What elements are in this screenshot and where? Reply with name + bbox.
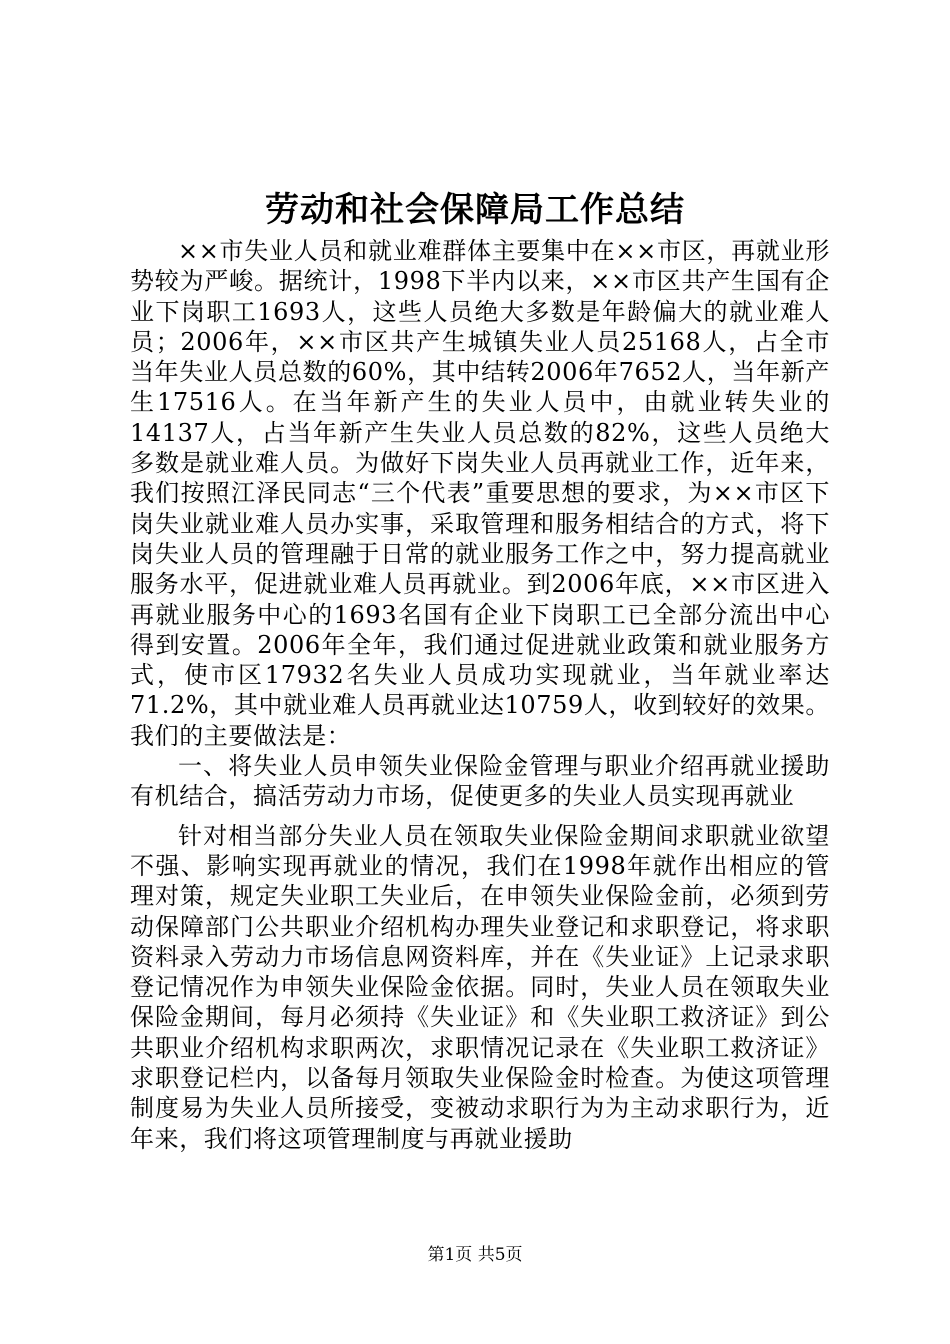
page-number-footer: 第1页 共5页 <box>427 1245 523 1265</box>
document-title: 劳动和社会保障局工作总结 <box>265 190 685 230</box>
body-paragraph-section-1: 针对相当部分失业人员在领取失业保险金期间求职就业欲望不强、影响实现再就业的情况，我们在1998年就作出相应的管理对策，规定失业职工失业后，在申领失业保险金前，必须到劳动保障部门公共职业介绍机构办理失业登记和求职登记，将求职资料录入劳动力市场信息网资料库，并在《失业证》上记录求职登记情况作为申领失业保险金依据。同时，失业人员在领取失业保险金期间，每月必须持《失业证》和《失业职工救济证》到公共职业介绍机构求职两次，求职情况记录在《失业职工救济证》求职登记栏内，以备每月领取失业保险金时检查。为使这项管理制度易为失业人员所接受，变被动求职行为为主动求职行为，近年来，我们将这项管理制度与再就业援助 <box>130 821 830 1153</box>
body-paragraph-intro: ××市失业人员和就业难群体主要集中在××市区，再就业形势较为严峻。据统计，1998下半内以来，××市区共产生国有企业下岗职工1693人，这些人员绝大多数是年龄偏大的就业难人员；2006年，××市区共产生城镇失业人员25168人，占全市当年失业人员总数的60%，其中结转2006年7652人，当年新产生17516人。在当年新产生的失业人员中，由就业转失业的14137人，占当年新产生失业人员总数的82%，这些人员绝大多数是就业难人员。为做好下岗失业人员再就业工作，近年来，我们按照江泽民同志“三个代表”重要思想的要求，为××市区下岗失业就业难人员办实事，采取管理和服务相结合的方式，将下岗失业人员的管理融于日常的就业服务工作之中，努力提高就业服务水平，促进就业难人员再就业。到2006年底，××市区进入再就业服务中心的1693名国有企业下岗职工已全部分流出中心得到安置。2006年全年，我们通过促进就业政策和就业服务方式，使市区17932名失业人员成功实现就业，当年就业率达71.2%，其中就业难人员再就业达10759人，收到较好的效果。我们的主要做法是： <box>130 237 830 750</box>
document-body <box>130 236 830 1154</box>
section-heading-1: 一、将失业人员申领失业保险金管理与职业介绍再就业援助有机结合，搞活劳动力市场，促使更多的失业人员实现再就业 <box>130 752 830 811</box>
